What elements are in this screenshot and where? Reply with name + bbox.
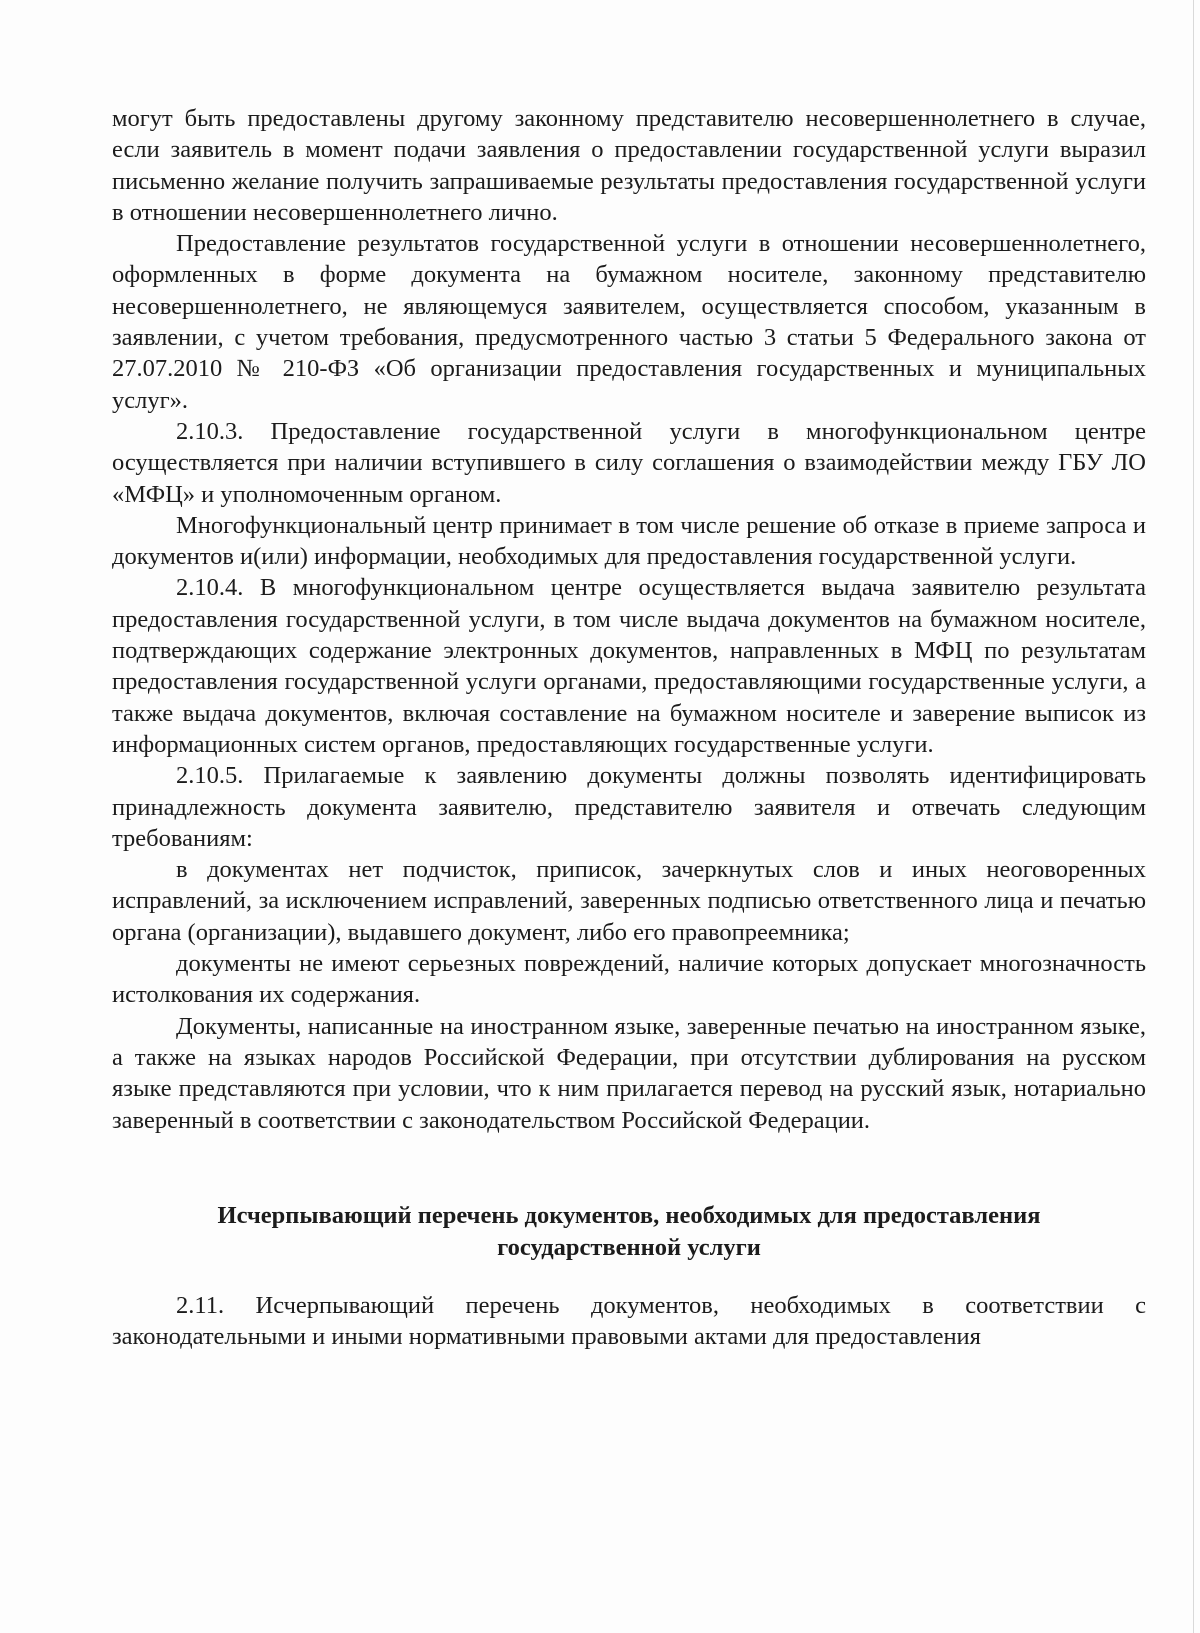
paragraph-2-11: 2.11. Исчерпывающий перечень документов, необходимых в соответствии с законодательными и иными нормативными правовыми актами для предоставления — [112, 1291, 1146, 1351]
section-heading: Исчерпывающий перечень документов, необходимых для предоставления государственной услуги — [217, 1201, 1041, 1261]
paragraph-mfc-refusal: Многофункциональный центр принимает в том числе решение об отказе в приеме запроса и документов и(или) информации, необходимых для предоставления государственной услуги. — [112, 511, 1146, 571]
paragraph-2-10-5: 2.10.5. Прилагаемые к заявлению документы должны позволять идентифицировать принадлежность документа заявителю, представителю заявителя и отвечать следующим требованиям: — [112, 762, 1146, 852]
paragraph-requirement-no-damage: документы не имеют серьезных повреждений, наличие которых допускает многозначность истолкования их содержания. — [112, 950, 1146, 1009]
paragraph-results-delivery: Предоставление результатов государственной услуги в отношении несовершеннолетнего, оформленных в форме документа на бумажном носителе, законному представителю несовершеннолетнего, не являющемуся заявителем, осуществляется способом, указанным в заявлении, с учетом требования, предусмотренного частью 3 статьи 5 Федерального закона от 27.07.2010 № 210-ФЗ «Об организации предоставления государственных и муниципальных услуг». — [112, 230, 1146, 414]
paragraph-2-10-4: 2.10.4. В многофункциональном центре осуществляется выдача заявителю результата предоставления государственной услуги, в том числе выдача документов на бумажном носителе, подтверждающих содержание электронных документов, направленных в МФЦ по результатам предоставления государственной услуги органами, предоставляющими государственные услуги, а также выдача документов, включая составление на бумажном носителе и заверение выписок из информационных систем органов, предоставляющих государственные услуги. — [112, 574, 1146, 758]
document-body — [112, 103, 1146, 1352]
paragraph-continuation: могут быть предоставлены другому законному представителю несовершеннолетнего в случае, если заявитель в момент подачи заявления о предоставлении государственной услуги выразил письменно желание получить запрашиваемые результаты предоставления государственной услуги в отношении несовершеннолетнего лично. — [112, 105, 1146, 226]
page-edge-line — [1193, 0, 1194, 1633]
paragraph-2-10-3: 2.10.3. Предоставление государственной услуги в многофункциональном центре осуществляется при наличии вступившего в силу соглашения о взаимодействии между ГБУ ЛО «МФЦ» и уполномоченным органом. — [112, 417, 1146, 508]
paragraph-requirement-no-corrections: в документах нет подчисток, приписок, зачеркнутых слов и иных неоговоренных исправлений, за исключением исправлений, заверенных подписью ответственного лица и печатью органа (организации), выдавшего документ, либо его правопреемника; — [112, 856, 1146, 946]
paragraph-foreign-language: Документы, написанные на иностранном языке, заверенные печатью на иностранном языке, а также на языках народов Российской Федерации, при отсутствии дублирования на русском языке представляются при условии, что к ним прилагается перевод на русский язык, нотариально заверенный в соответствии с законодательством Российской Федерации. — [112, 1012, 1146, 1134]
